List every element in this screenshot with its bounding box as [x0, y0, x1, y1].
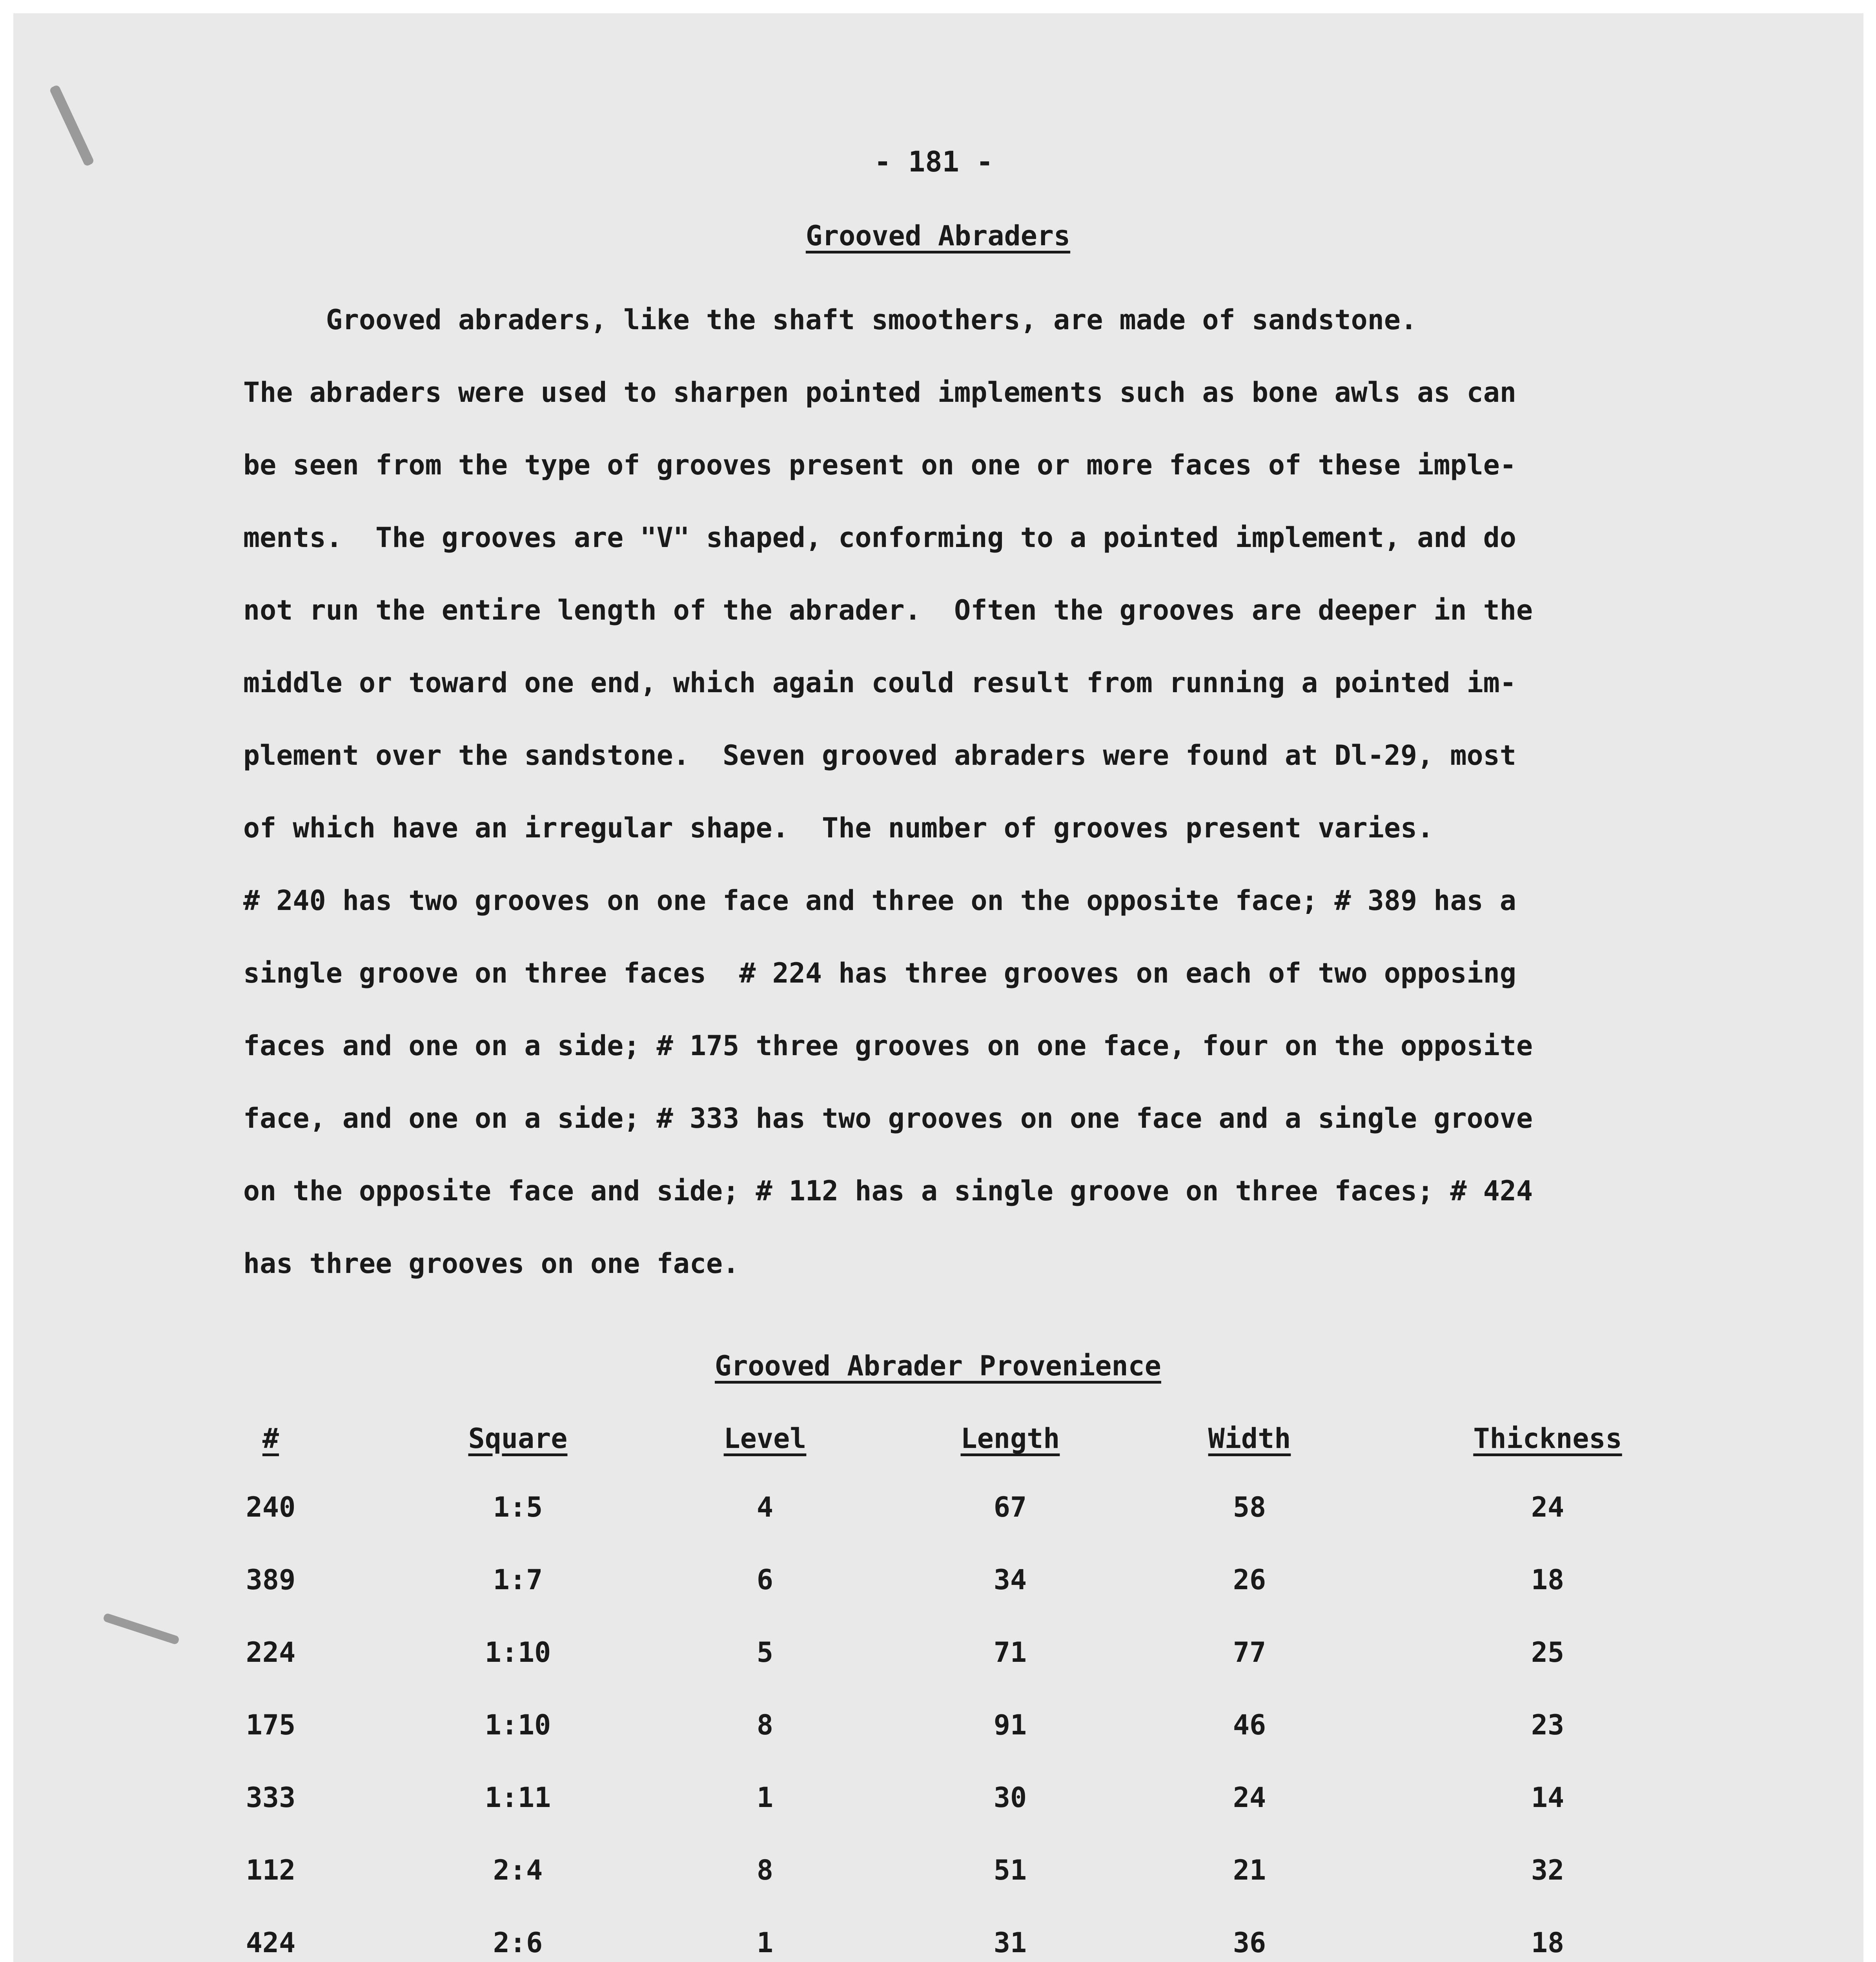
table-cell: 71 — [993, 1636, 1027, 1668]
table-cell: 18 — [1531, 1927, 1565, 1959]
table-cell: 8 — [756, 1854, 774, 1886]
paragraph-line: not run the entire length of the abrader. Often the grooves are deeper in the — [243, 594, 1533, 626]
table-cell: 67 — [993, 1491, 1027, 1523]
table-title-text: Grooved Abrader Provenience — [715, 1350, 1161, 1382]
table-cell: 175 — [246, 1709, 296, 1741]
section-title — [0, 220, 1876, 252]
table-cell: 24 — [1233, 1781, 1266, 1814]
paragraph-line: has three grooves on one face. — [243, 1247, 739, 1280]
table-cell: 333 — [246, 1781, 296, 1814]
table-cell: 46 — [1233, 1709, 1266, 1741]
paragraph-line: The abraders were used to sharpen pointed implements such as bone awls as can — [243, 376, 1517, 408]
paragraph-line: Grooved abraders, like the shaft smoothers, are made of sandstone. — [243, 304, 1417, 336]
table-cell: 2:4 — [493, 1854, 543, 1886]
table-cell: 30 — [993, 1781, 1027, 1814]
column-header-level: Level — [723, 1422, 807, 1455]
table-cell: 1:7 — [493, 1564, 543, 1596]
table-cell: 2:6 — [493, 1927, 543, 1959]
table-cell: 24 — [1531, 1491, 1565, 1523]
table-cell: 25 — [1531, 1636, 1565, 1668]
section-title-text: Grooved Abraders — [805, 220, 1071, 252]
table-cell: 424 — [246, 1927, 296, 1959]
table-cell: 224 — [246, 1636, 296, 1668]
table-cell: 21 — [1233, 1854, 1266, 1886]
table-cell: 4 — [756, 1491, 774, 1523]
table-cell: 1:10 — [484, 1709, 551, 1741]
table-cell: 1 — [756, 1781, 774, 1814]
table-cell: 1:5 — [493, 1491, 543, 1523]
column-header-width: Width — [1208, 1422, 1291, 1455]
table-title — [0, 1350, 1876, 1382]
table-cell: 112 — [246, 1854, 296, 1886]
paragraph-line: face, and one on a side; # 333 has two grooves on one face and a single groove — [243, 1102, 1533, 1134]
table-cell: 389 — [246, 1564, 296, 1596]
table-cell: 26 — [1233, 1564, 1266, 1596]
table-cell: 32 — [1531, 1854, 1565, 1886]
table-cell: 23 — [1531, 1709, 1565, 1741]
table-cell: 8 — [756, 1709, 774, 1741]
paragraph-line: on the opposite face and side; # 112 has a single groove on three faces; # 424 — [243, 1175, 1533, 1207]
paragraph-line: # 240 has two grooves on one face and three on the opposite face; # 389 has a — [243, 884, 1517, 917]
table-cell: 1 — [756, 1927, 774, 1959]
paragraph-line: middle or toward one end, which again could result from running a pointed im- — [243, 667, 1517, 699]
table-cell: 36 — [1233, 1927, 1266, 1959]
table-cell: 34 — [993, 1564, 1027, 1596]
paragraph-line: single groove on three faces # 224 has three grooves on each of two opposing — [243, 957, 1517, 989]
paragraph-line: be seen from the type of grooves present on one or more faces of these imple- — [243, 449, 1517, 481]
table-cell: 18 — [1531, 1564, 1565, 1596]
column-header-square: Square — [468, 1422, 568, 1455]
column-header-length: Length — [960, 1422, 1060, 1455]
table-cell: 1:11 — [484, 1781, 551, 1814]
paragraph-line: plement over the sandstone. Seven grooved abraders were found at Dl-29, most — [243, 739, 1517, 771]
table-cell: 51 — [993, 1854, 1027, 1886]
table-cell: 91 — [993, 1709, 1027, 1741]
table-cell: 58 — [1233, 1491, 1266, 1523]
paragraph-line: ments. The grooves are "V" shaped, conforming to a pointed implement, and do — [243, 521, 1517, 554]
column-header-number: # — [262, 1422, 279, 1455]
table-cell: 240 — [246, 1491, 296, 1523]
table-cell: 1:10 — [484, 1636, 551, 1668]
table-cell: 31 — [993, 1927, 1027, 1959]
table-cell: 6 — [756, 1564, 774, 1596]
paragraph-line: of which have an irregular shape. The number of grooves present varies. — [243, 812, 1434, 844]
table-cell: 77 — [1233, 1636, 1266, 1668]
table-cell: 14 — [1531, 1781, 1565, 1814]
column-header-thickness: Thickness — [1473, 1422, 1622, 1455]
table-cell: 5 — [756, 1636, 774, 1668]
page-number: - 181 - — [874, 145, 993, 178]
paragraph-line: faces and one on a side; # 175 three grooves on one face, four on the opposite — [243, 1030, 1533, 1062]
